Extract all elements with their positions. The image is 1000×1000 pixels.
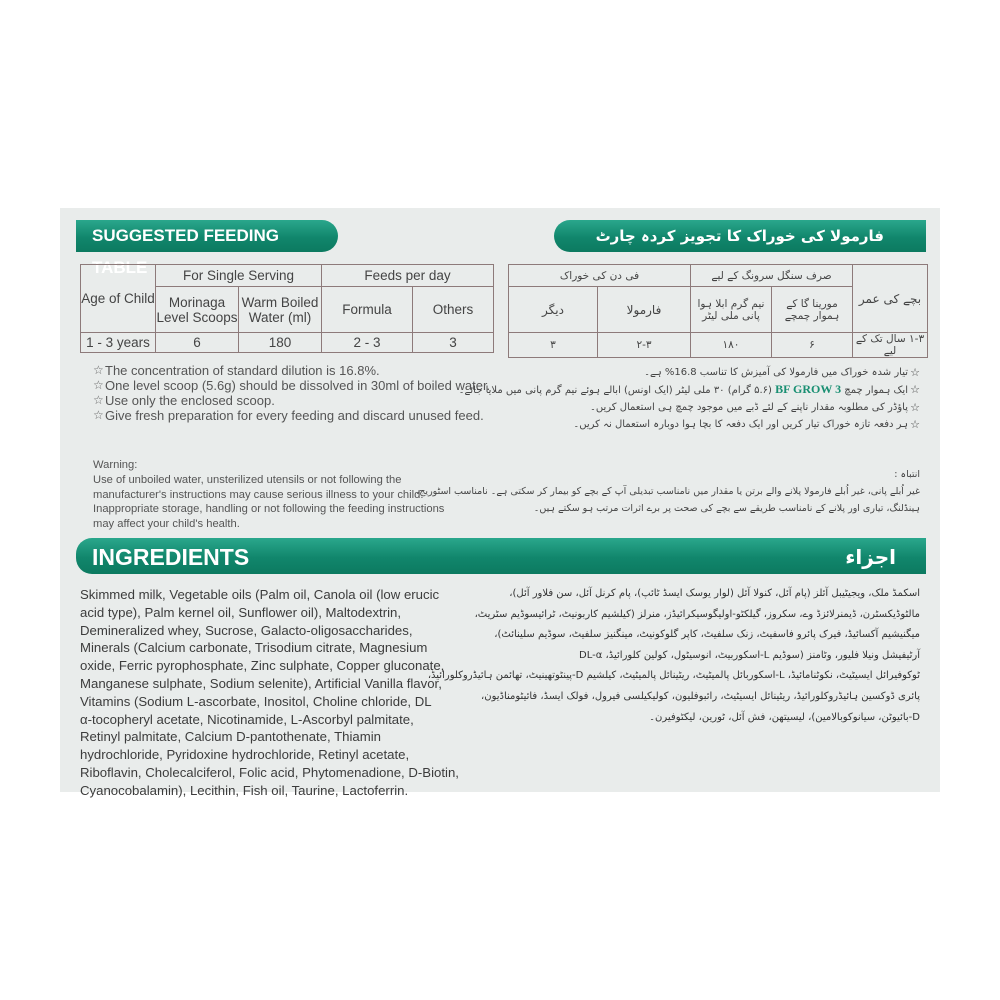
ingredients-line-urdu: ٹوکوفیرائل ایسیٹیٹ، نکوٹنامائیڈ، L-اسکوربائل پالمیٹیٹ، ریٹینائل پالمیٹیٹ، کیلشیم D-پینٹوتھینیٹ، تھائمن ہائیڈروکلورائیڈ، — [427, 670, 920, 682]
note-item-urdu: ☆ تیار شدہ خوراک میں فارمولا کی آمیزش کا تناسب 16.8% ہے۔ — [644, 366, 920, 379]
warning-block-urdu — [416, 466, 920, 517]
star-outline-icon: ☆ — [93, 393, 104, 407]
header-feeds-per-day: Feeds per day — [322, 265, 494, 287]
feeding-table-urdu — [508, 264, 928, 358]
ingredients-line-urdu: میگنیشیم آکسائیڈ، فیرک پائرو فاسفیٹ، زنک سلفیٹ، کاپر گلوکونیٹ، مینگنیز سلفیٹ، سوڈیم سلینائٹ)، — [494, 629, 920, 641]
note-item: ☆ Use only the enclosed scoop. — [93, 393, 275, 408]
ingredients-line-urdu: پائری ڈوکسین ہائیڈروکلورائیڈ، ریٹینائل ایسیٹیٹ، رائبوفلیون، کولیکیلسی فیرول، فولک ایسڈ، فائیٹومناڈیون، — [481, 690, 920, 702]
header-formula-urdu: فارمولا — [598, 287, 691, 333]
ingredients-line: Skimmed milk, Vegetable oils (Palm oil, Canola oil (low erucic — [80, 587, 440, 602]
star-outline-icon: ☆ — [93, 363, 104, 377]
feeding-table — [80, 264, 494, 353]
header-water: Warm Boiled Water (ml) — [239, 287, 322, 333]
ingredients-line-urdu: آرٹیفیشل ونیلا فلیور، وٹامنز (سوڈیم L-اسکوربیٹ، انوسیٹول، کولین کلورائیڈ، DL-α — [579, 649, 920, 661]
warning-line-urdu: ہینڈلنگ، تیاری اور پلانے کے نامناسب طریقے سے بچے کی صحت پر برے اثرات مرتب ہو سکتے ہیں۔ — [533, 503, 920, 514]
brand-name: BF GROW 3 — [775, 382, 842, 396]
ingredients-title-urdu: اجزاء — [845, 545, 896, 569]
header-scoops: Morinaga Level Scoops — [156, 287, 239, 333]
star-outline-icon: ☆ — [93, 378, 104, 392]
header-water-urdu: نیم گرم ابلا ہوا پانی ملی لیٹر — [691, 287, 772, 333]
header-age-urdu: بچے کی عمر — [853, 265, 928, 333]
header-others-urdu: دیگر — [509, 287, 598, 333]
cell-age: 1 - 3 years — [81, 333, 156, 353]
header-single-serving-urdu: صرف سنگل سرونگ کے لیے — [691, 265, 853, 287]
ingredients-list — [80, 586, 480, 800]
cell-age-urdu: ۱-۳ سال تک کے لیے — [853, 333, 928, 358]
ingredients-title: INGREDIENTS — [92, 544, 250, 570]
cell-water-urdu: ۱۸۰ — [691, 333, 772, 358]
warning-line: manufacturer's instructions may cause serious illness to your child. — [93, 488, 424, 501]
packaging-panel — [60, 208, 940, 798]
table-row — [509, 333, 928, 358]
star-outline-icon: ☆ — [910, 383, 920, 396]
note-item: ☆ Give fresh preparation for every feeding and discard unused feed. — [93, 408, 484, 423]
cell-others-urdu: ۳ — [509, 333, 598, 358]
ingredients-banner — [76, 538, 926, 574]
ingredients-line: α-tocopheryl acetate, Nicotinamide, L-Ascorbyl palmitate, — [80, 711, 414, 727]
feeding-table-title: SUGGESTED FEEDING TABLE — [92, 226, 280, 277]
warning-title-urdu: انتباہ : — [894, 469, 920, 480]
note-item: ☆ The concentration of standard dilution is 16.8%. — [93, 363, 380, 378]
ingredients-line: oxide, Ferric pyrophosphate, Zinc sulphate, Copper gluconate, — [80, 658, 445, 674]
header-formula: Formula — [322, 287, 413, 333]
ingredients-line: Riboflavin, Cholecalciferol, Folic acid, Phytomenadione, D-Biotin, — [80, 764, 459, 780]
warning-line-urdu: غیر اُبلے پانی، غیر اُبلے فارمولا پلانے والے برتن یا مقدار میں نامناسب تبدیلی آپ کے بچے کو بیمار کر سکتی ہے۔ نامناسب اسٹوریج، — [416, 486, 920, 497]
star-outline-icon: ☆ — [910, 418, 920, 431]
header-scoops-urdu: مورینا گا کے ہموار چمچے — [772, 287, 853, 333]
warning-line: Use of unboiled water, unsterilized utensils or not following the — [93, 473, 402, 486]
warning-line: may affect your child's health. — [93, 518, 240, 531]
ingredients-line: Demineralized whey, Sucrose, Galacto-oligosaccharides, — [80, 622, 413, 638]
ingredients-line: acid type), Palm kernel oil, Sunflower oil), Maltodextrin, — [80, 604, 402, 620]
ingredients-line: Manganese sulphate, Sodium selenite), Artificial Vanilla flavor, — [80, 675, 442, 691]
table-row — [81, 333, 494, 353]
ingredients-line-urdu: مالٹوڈیکسٹرن، ڈیمنرلائزڈ وے، سکروز، گیلکٹو-اولیگوسیکرائیڈز، منرلز (کیلشیم کاربونیٹ، ٹرائیسوڈیم سٹریٹ، — [474, 608, 920, 620]
ingredients-line: Vitamins (Sodium L-ascorbate, Inositol, Choline chloride, DL — [80, 693, 432, 709]
cell-scoops: 6 — [156, 333, 239, 353]
ingredients-line: Minerals (Calcium carbonate, Trisodium citrate, Magnesium — [80, 640, 428, 656]
note-item-urdu: ☆ ہر دفعہ تازہ خوراک تیار کریں اور ایک دفعہ کا بچا ہوا دوبارہ استعمال نہ کریں۔ — [573, 418, 920, 431]
feeding-notes-urdu — [458, 364, 920, 433]
star-outline-icon: ☆ — [910, 401, 920, 414]
ingredients-line: Retinyl palmitate, Calcium D-pantothenate, Thiamin — [80, 729, 382, 745]
header-age: Age of Child — [81, 265, 156, 333]
feeding-notes — [93, 364, 493, 424]
note-item-urdu: ☆ ایک ہموار چمچ BF GROW 3 (۵.۶ گرام) ۳۰ ملی لیٹر (ایک اونس) ابالے ہوئے نیم گرم پانی میں ملایا جائے۔ — [458, 382, 920, 396]
ingredients-line-urdu: D-بائیوٹن، سیانوکوبالامین)، لیسیتھن، فش آئل، ٹورین، لیکٹوفیرن۔ — [649, 711, 920, 723]
warning-line: Inappropriate storage, handling or not following the feeding instructions — [93, 503, 445, 516]
cell-others: 3 — [413, 333, 494, 353]
star-outline-icon: ☆ — [93, 408, 104, 422]
header-single-serving: For Single Serving — [156, 265, 322, 287]
cell-scoops-urdu: ۶ — [772, 333, 853, 358]
header-others: Others — [413, 287, 494, 333]
header-per-day-urdu: فی دن کی خوراک — [509, 265, 691, 287]
cell-formula-urdu: ۲-۳ — [598, 333, 691, 358]
cell-formula: 2 - 3 — [322, 333, 413, 353]
note-item: ☆ One level scoop (5.6g) should be dissolved in 30ml of boiled water. — [93, 378, 491, 393]
ingredients-line-urdu: اسکمڈ ملک، ویجیٹیبل آئلز (پام آئل، کنولا آئل (لوار یوسک ایسڈ ٹائپ)، پام کرنل آئل، سن فلاور آئل)، — [509, 588, 920, 599]
feeding-table-title-urdu: فارمولا کی خوراک کا تجویز کردہ چارٹ — [595, 227, 884, 245]
cell-water: 180 — [239, 333, 322, 353]
note-item-urdu: ☆ پاؤڈر کی مطلوبہ مقدار ناپنے کے لئے ڈبے میں موجود چمچ ہی استعمال کریں۔ — [590, 401, 920, 414]
ingredients-line: hydrochloride, Pyridoxine hydrochloride, Retinyl acetate, — [80, 747, 410, 763]
ingredients-line: Cyanocobalamin), Lecithin, Fish oil, Taurine, Lactoferrin. — [80, 782, 409, 798]
ingredients-list-urdu — [427, 584, 920, 728]
feeding-table-banner-urdu — [554, 220, 926, 252]
star-outline-icon: ☆ — [910, 366, 920, 379]
warning-title: Warning: — [93, 459, 138, 471]
